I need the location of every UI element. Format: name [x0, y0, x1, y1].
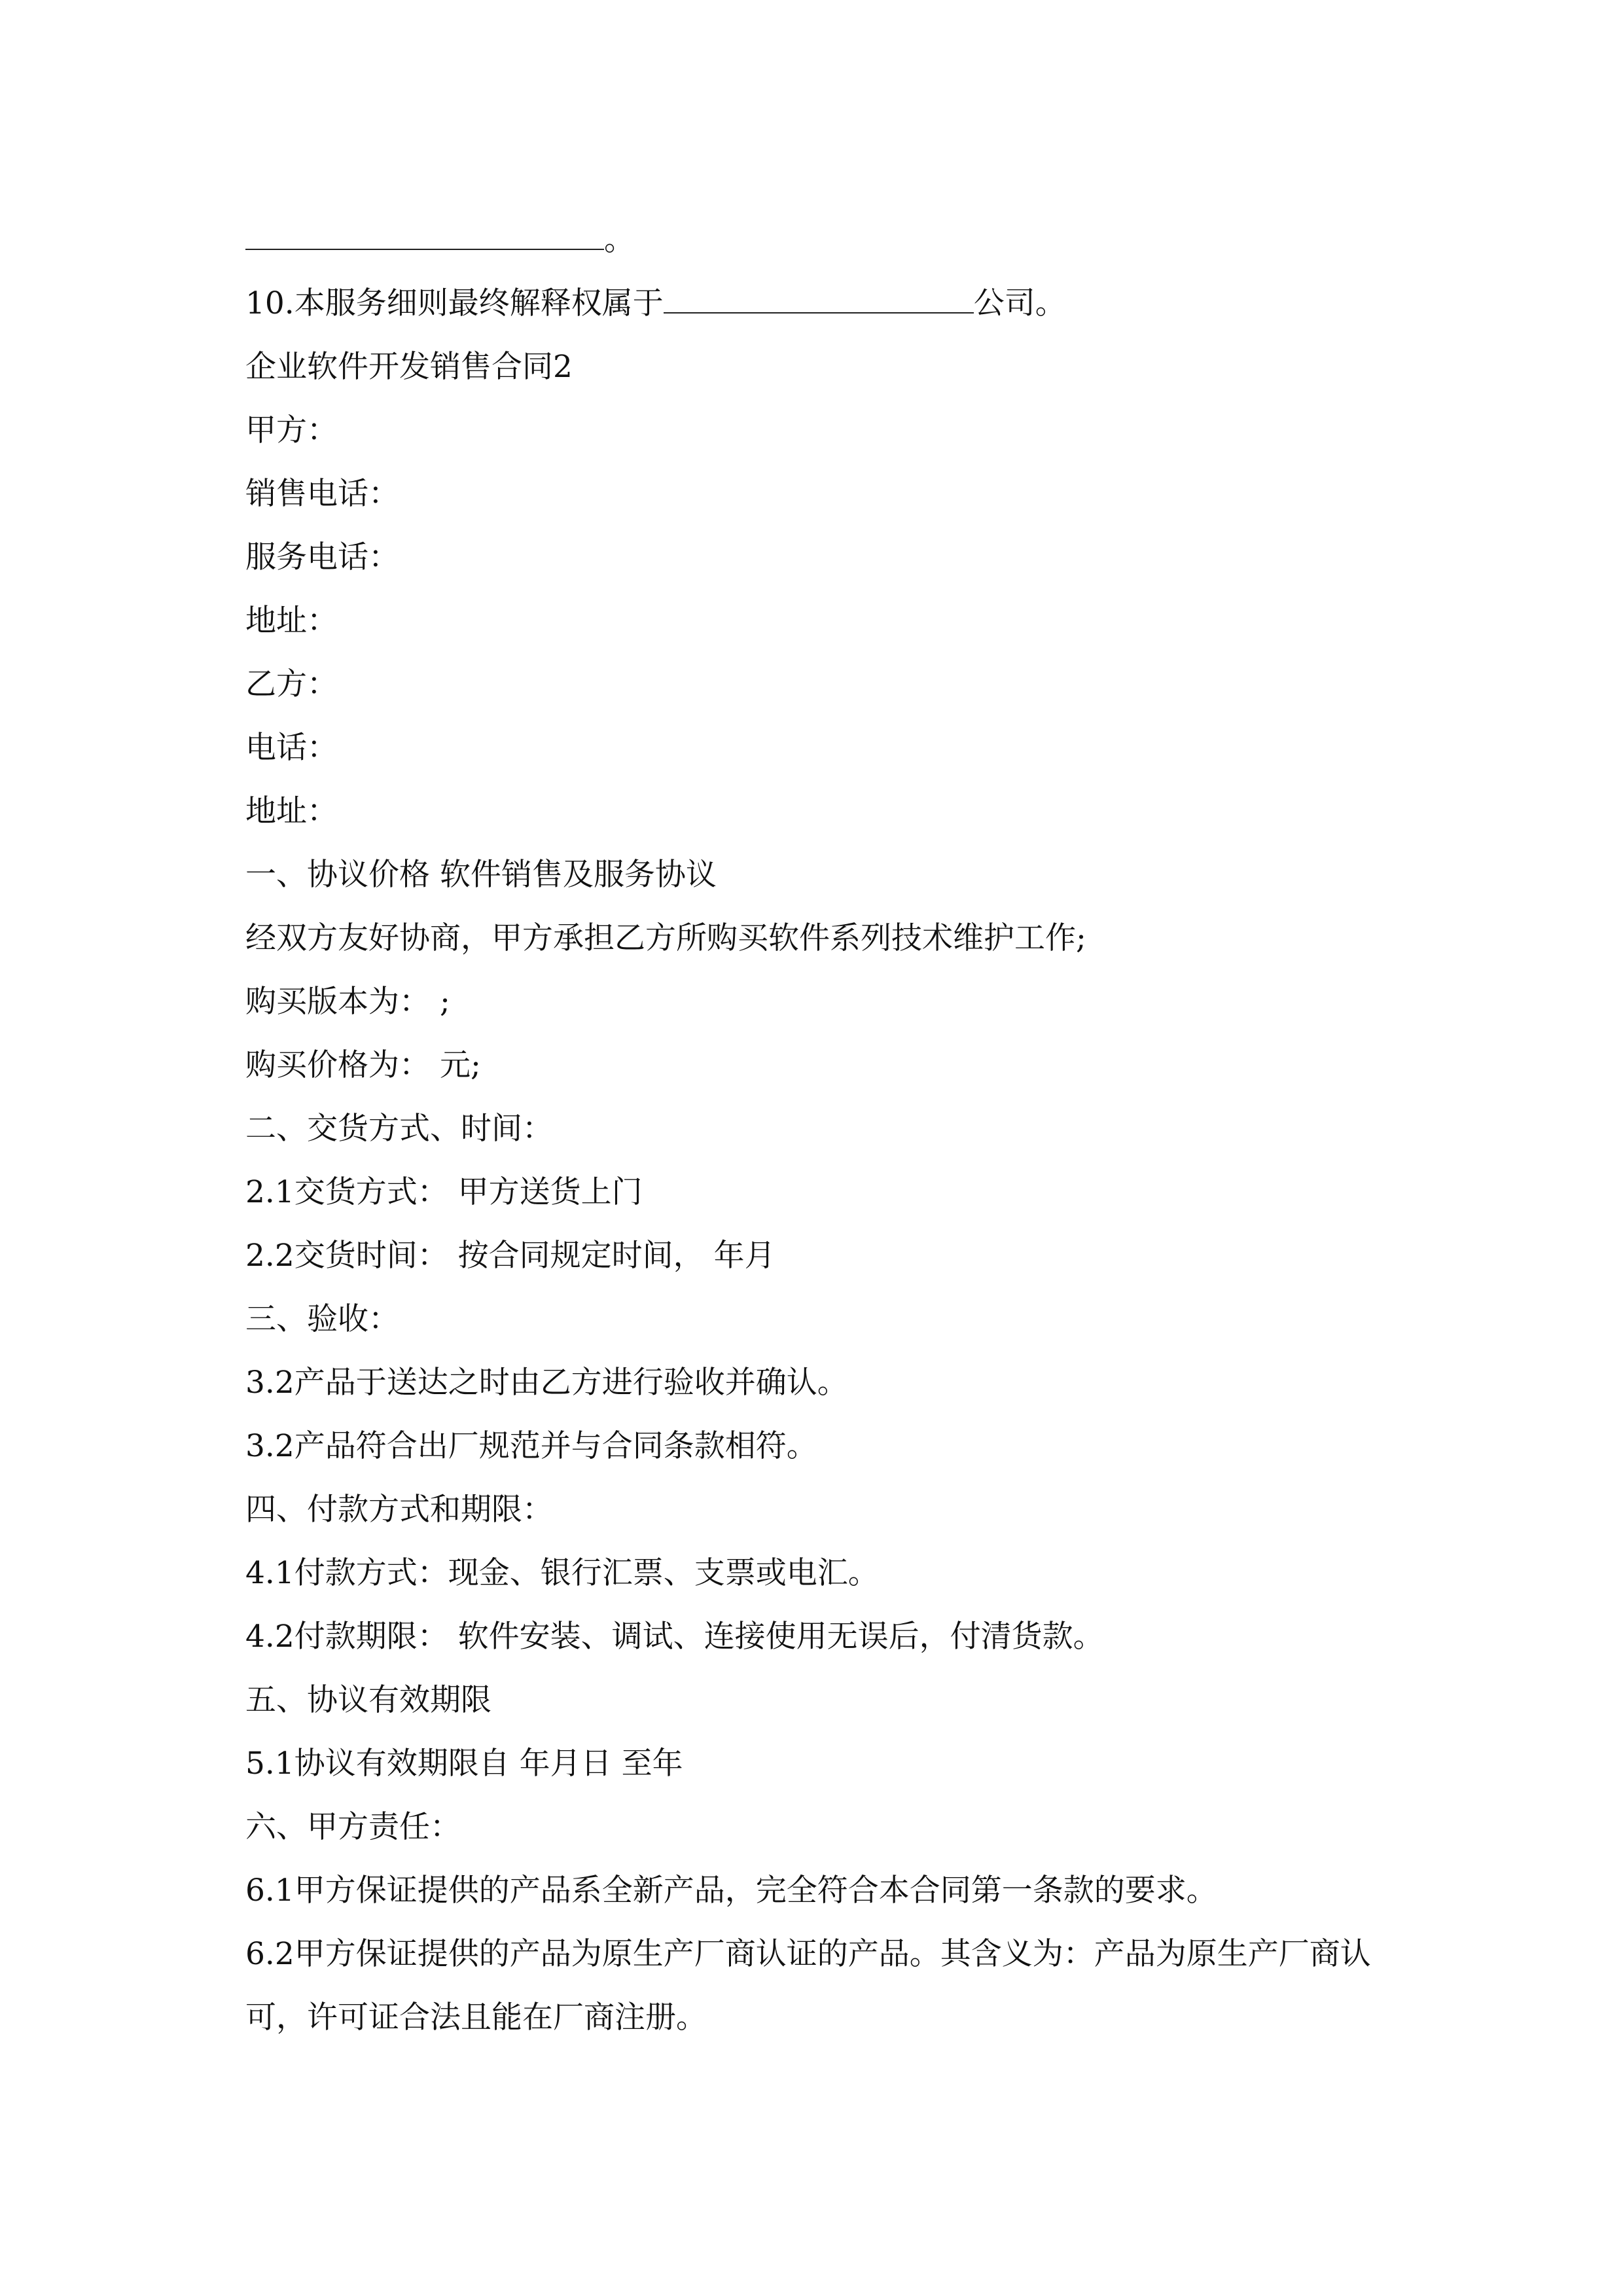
- purchase-price: 购买价格为： 元;: [245, 1047, 481, 1083]
- section-2-heading: 二、交货方式、时间：: [245, 1111, 553, 1147]
- item-6-1: 6.1甲方保证提供的产品系全新产品，完全符合本合同第一条款的要求。: [245, 1873, 1217, 1909]
- blank-underline: [245, 215, 604, 250]
- address-b-label: 地址：: [245, 793, 338, 829]
- item-3-2a: 3.2产品于送达之时由乙方进行验收并确认。: [245, 1365, 848, 1401]
- party-a-label: 甲方：: [245, 412, 338, 448]
- item-5-1: 5.1协议有效期限自 年月日 至年: [245, 1746, 683, 1782]
- clause-10-text: 10.本服务细则最终解释权属于: [245, 285, 664, 321]
- item-4-1: 4.1付款方式：现金、银行汇票、支票或电汇。: [245, 1555, 879, 1591]
- company-blank-underline: [664, 278, 974, 314]
- section-4-heading: 四、付款方式和期限：: [245, 1492, 553, 1528]
- line-suffix: 。: [604, 222, 635, 258]
- section-5-heading: 五、协议有效期限: [245, 1682, 491, 1718]
- phone-b-label: 电话：: [245, 730, 338, 766]
- item-4-2: 4.2付款期限： 软件安装、调试、连接使用无误后，付清货款。: [245, 1619, 1104, 1655]
- item-2-2: 2.2交货时间： 按合同规定时间， 年月: [245, 1238, 776, 1274]
- party-b-label: 乙方：: [245, 666, 338, 702]
- section-1-heading: 一、协议价格 软件销售及服务协议: [245, 857, 717, 893]
- continuation-line: [245, 208, 1397, 272]
- document-body: [245, 208, 1397, 2049]
- sales-phone-label: 销售电话：: [245, 476, 399, 512]
- clause-10: [245, 272, 1397, 335]
- clause-10-suffix: 公司。: [973, 285, 1066, 321]
- service-phone-label: 服务电话：: [245, 539, 399, 575]
- section-3-heading: 三、验收：: [245, 1301, 399, 1337]
- section-1-paragraph: 经双方友好协商，甲方承担乙方所购买软件系列技术维护工作;: [245, 920, 1086, 956]
- purchase-version: 购买版本为： ;: [245, 984, 450, 1020]
- item-3-2b: 3.2产品符合出厂规范并与合同条款相符。: [245, 1428, 817, 1464]
- item-6-2: 6.2甲方保证提供的产品为原生产厂商认证的产品。其含义为：产品为原生产厂商认可，许可证合法且能在厂商注册。: [245, 1936, 1371, 2036]
- address-a-label: 地址：: [245, 603, 338, 639]
- item-2-1: 2.1交货方式： 甲方送货上门: [245, 1174, 643, 1210]
- contract-title: 企业软件开发销售合同2: [245, 349, 573, 385]
- section-6-heading: 六、甲方责任：: [245, 1809, 461, 1845]
